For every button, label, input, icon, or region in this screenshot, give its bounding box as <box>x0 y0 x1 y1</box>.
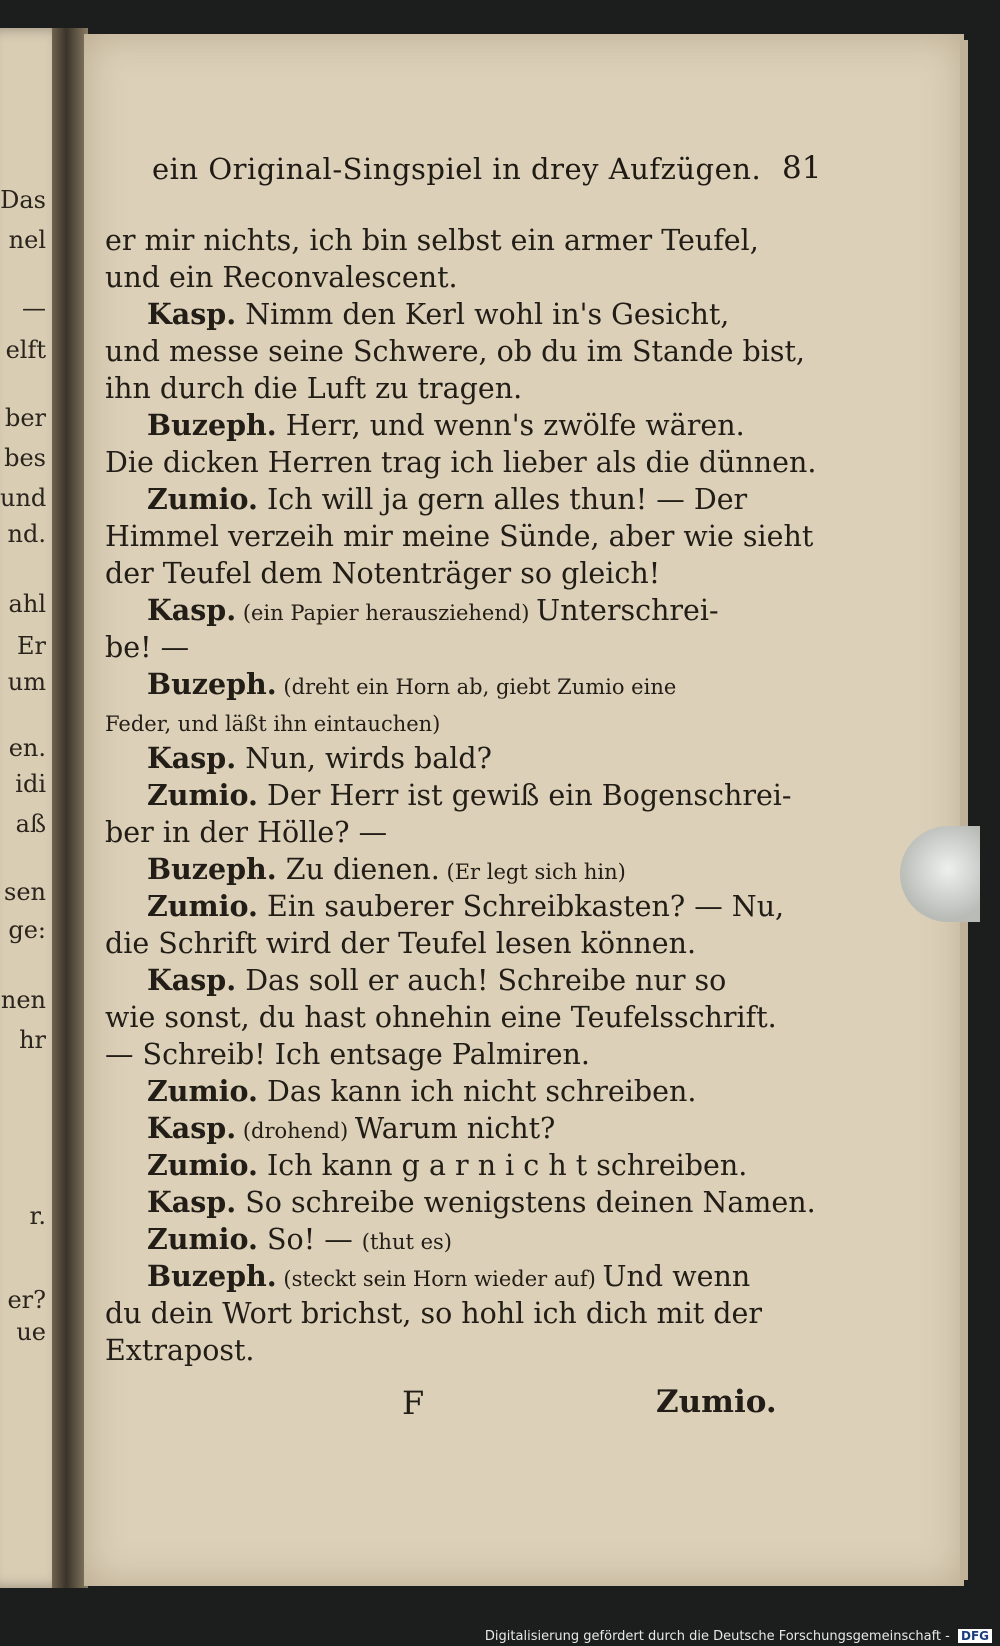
left-page-fragment: en. <box>8 734 46 762</box>
text-line <box>105 666 820 703</box>
speaker-name: Kasp. <box>147 1111 237 1145</box>
left-page-fragment: sen <box>4 878 46 906</box>
speaker-name: Buzeph. <box>147 408 277 442</box>
text-line <box>105 962 820 999</box>
speaker-name: Zumio. <box>147 1222 258 1256</box>
speaker-name: Zumio. <box>147 1148 258 1182</box>
stage-direction: Feder, und läßt ihn eintauchen) <box>105 712 441 736</box>
speaker-name: Buzeph. <box>147 667 277 701</box>
text-line <box>105 222 820 259</box>
left-page-fragment: ahl <box>8 590 46 618</box>
text-line <box>105 925 820 962</box>
text-line <box>105 296 820 333</box>
speaker-name: Buzeph. <box>147 1259 277 1293</box>
stage-direction: (thut es) <box>361 1230 452 1254</box>
text-line <box>105 555 820 592</box>
left-page-fragment: ge: <box>8 916 46 944</box>
speaker-name: Kasp. <box>147 593 237 627</box>
stage-direction: (Er legt sich hin) <box>439 860 626 884</box>
dialogue-text: be! — <box>105 631 190 664</box>
left-page-fragment: aß <box>15 810 46 838</box>
digitization-credit <box>485 1629 992 1644</box>
text-line <box>105 1258 820 1295</box>
speaker-name: Buzeph. <box>147 852 277 886</box>
left-page-fragment: hr <box>19 1026 46 1054</box>
text-line <box>105 629 820 666</box>
dialogue-text: Und wenn <box>602 1260 751 1293</box>
speaker-name: Zumio. <box>147 889 258 923</box>
dialogue-text: Extrapost. <box>105 1334 255 1367</box>
stage-direction: (dreht ein Horn ab, giebt Zumio eine <box>276 675 677 699</box>
dialogue-text: So schreibe wenigstens deinen Namen. <box>236 1186 816 1219</box>
left-page-fragment: — <box>22 294 46 322</box>
left-page-fragment: r. <box>29 1202 46 1230</box>
left-page-fragment: idi <box>15 770 46 798</box>
dialogue-text: So! — <box>257 1223 362 1256</box>
catchword: Zumio. <box>656 1384 777 1420</box>
text-line <box>105 407 820 444</box>
left-page-fragment: ber <box>4 404 46 432</box>
dialogue-text: Ich will ja gern alles thun! — Der <box>257 483 748 516</box>
text-line <box>105 851 820 888</box>
text-line <box>105 814 820 851</box>
text-line <box>105 1332 820 1369</box>
dialogue-text: Ich kann g a r n i c h t schreiben. <box>257 1149 748 1182</box>
left-page-fragment: ue <box>16 1318 46 1346</box>
speaker-name: Kasp. <box>147 1185 237 1219</box>
dialogue-text: — Schreib! Ich entsage Palmiren. <box>105 1038 590 1071</box>
left-page-fragment: Das <box>0 186 46 214</box>
dialogue-text: Zu dienen. <box>276 853 440 886</box>
text-line <box>105 259 820 296</box>
left-page-fragment: nd. <box>7 520 46 548</box>
left-page-fragment: und <box>0 484 47 512</box>
speaker-name: Zumio. <box>147 1074 258 1108</box>
text-line <box>105 740 820 777</box>
text-line <box>105 888 820 925</box>
text-line <box>105 444 820 481</box>
running-title: ein Original-Singspiel in drey Aufzügen. <box>152 152 762 186</box>
left-page-fragment: er? <box>7 1286 46 1314</box>
text-line <box>105 1147 820 1184</box>
speaker-name: Kasp. <box>147 963 237 997</box>
text-line <box>105 1036 820 1073</box>
text-line <box>105 518 820 555</box>
left-page-fragment: bes <box>4 444 46 472</box>
text-line <box>105 1184 820 1221</box>
text-line <box>105 592 820 629</box>
book-gutter <box>52 28 88 1588</box>
dialogue-text: wie sonst, du hast ohnehin eine Teufelsschrift. <box>105 1001 777 1034</box>
dialogue-text: Unterschrei- <box>536 594 719 627</box>
dialogue-text: Das soll er auch! Schreibe nur so <box>236 964 727 997</box>
speaker-name: Zumio. <box>147 482 258 516</box>
dialogue-text: die Schrift wird der Teufel lesen können. <box>105 927 697 960</box>
dialogue-text: Nun, wirds bald? <box>236 742 492 775</box>
signature-mark: F <box>402 1384 425 1422</box>
text-line <box>105 1221 820 1258</box>
page-edge <box>960 40 968 1580</box>
dialogue-text: Die dicken Herren trag ich lieber als die dünnen. <box>105 446 817 479</box>
page-body-text <box>105 222 820 1369</box>
text-line <box>105 703 820 740</box>
dialogue-text: der Teufel dem Notenträger so gleich! <box>105 557 661 590</box>
left-page-fragment: elft <box>5 336 46 364</box>
dialogue-text: Der Herr ist gewiß ein Bogenschrei- <box>257 779 792 812</box>
text-line <box>105 1110 820 1147</box>
dialogue-text: du dein Wort brichst, so hohl ich dich mit der <box>105 1297 762 1330</box>
left-page-fragment: Er <box>17 632 46 660</box>
dialogue-text: Nimm den Kerl wohl in's Gesicht, <box>236 298 730 331</box>
text-line <box>105 1295 820 1332</box>
dialogue-text: Herr, und wenn's zwölfe wären. <box>276 409 745 442</box>
text-line <box>105 370 820 407</box>
text-line <box>105 481 820 518</box>
text-line <box>105 777 820 814</box>
dialogue-text: er mir nichts, ich bin selbst ein armer Teufel, <box>105 224 759 257</box>
left-page-fragment: nen <box>0 986 46 1014</box>
dialogue-text: Himmel verzeih mir meine Sünde, aber wie sieht <box>105 520 814 553</box>
speaker-name: Kasp. <box>147 297 237 331</box>
left-page-fragment: nel <box>8 226 46 254</box>
dialogue-text: Das kann ich nicht schreiben. <box>257 1075 697 1108</box>
stage-direction: (ein Papier herausziehend) <box>236 601 537 625</box>
dialogue-text: ber in der Hölle? — <box>105 816 388 849</box>
stage-direction: (steckt sein Horn wieder auf) <box>276 1267 603 1291</box>
text-line <box>105 999 820 1036</box>
speaker-name: Kasp. <box>147 741 237 775</box>
speaker-name: Zumio. <box>147 778 258 812</box>
dialogue-text: und ein Reconvalescent. <box>105 261 458 294</box>
dialogue-text: und messe seine Schwere, ob du im Stande bist, <box>105 335 805 368</box>
credit-text: Digitalisierung gefördert durch die Deutsche Forschungsgemeinschaft - <box>484 1629 950 1644</box>
dialogue-text: Warum nicht? <box>354 1112 556 1145</box>
dialogue-text: ihn durch die Luft zu tragen. <box>105 372 523 405</box>
text-line <box>105 333 820 370</box>
text-line <box>105 1073 820 1110</box>
page-number: 81 <box>782 150 822 186</box>
dfg-logo: DFG <box>958 1629 992 1643</box>
stage-direction: (drohend) <box>236 1119 355 1143</box>
left-page-fragment: um <box>7 668 46 696</box>
dialogue-text: Ein sauberer Schreibkasten? — Nu, <box>257 890 785 923</box>
